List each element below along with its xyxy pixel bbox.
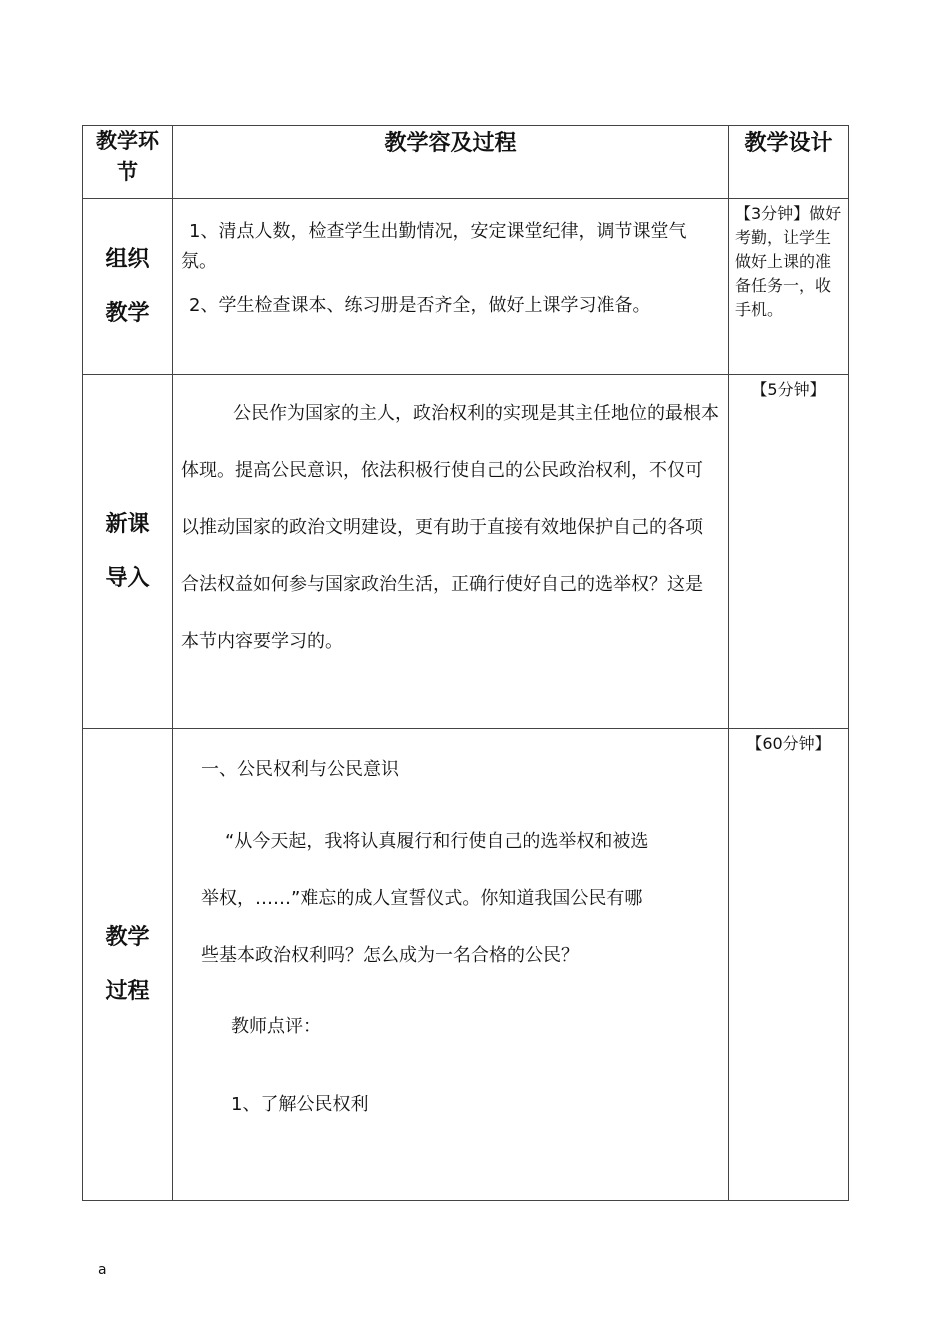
section-heading: 一、公民权利与公民意识 bbox=[201, 759, 399, 780]
quote-line: 举权，……”难忘的成人宣誓仪式。你知道我国公民有哪 bbox=[201, 888, 643, 909]
content-paragraph: 2、学生检查课本、练习册是否齐全，做好上课学习准备。 bbox=[189, 295, 651, 316]
header-stage: 教学环节 bbox=[83, 126, 173, 199]
quote-line: “从今天起，我将认真履行和行使自己的选举权和被选 bbox=[225, 831, 649, 852]
table-row bbox=[83, 199, 849, 375]
content-cell bbox=[173, 729, 729, 1201]
header-content: 教学容及过程 bbox=[173, 126, 729, 199]
footer-text: a bbox=[98, 1262, 107, 1278]
table-row bbox=[83, 729, 849, 1201]
content-cell bbox=[173, 199, 729, 375]
content-paragraph: 1、清点人数，检查学生出勤情况，安定课堂纪律，调节课堂气氛。 bbox=[181, 221, 687, 272]
stage-cell: 新课 导入 bbox=[83, 375, 173, 729]
stage-cell: 教学 过程 bbox=[83, 729, 173, 1201]
stage-cell: 组织 教学 bbox=[83, 199, 173, 375]
table-header-row bbox=[83, 126, 849, 199]
teacher-comment: 教师点评： bbox=[231, 1016, 321, 1037]
lesson-plan-table bbox=[82, 125, 849, 1201]
design-cell: 【60分钟】 bbox=[729, 729, 849, 1201]
design-cell: 【3分钟】做好考勤，让学生做好上课的准备任务一，收手机。 bbox=[729, 199, 849, 375]
design-cell: 【5分钟】 bbox=[729, 375, 849, 729]
list-item: 1、了解公民权利 bbox=[231, 1094, 369, 1115]
header-design: 教学设计 bbox=[729, 126, 849, 199]
content-paragraph: 公民作为国家的主人，政治权利的实现是其主任地位的最根本体现。提高公民意识，依法积极行使自己的公民政治权利，不仅可以推动国家的政治文明建设，更有助于直接有效地保护自己的各项合法权益如何参与国家政治生活，正确行使好自己的选举权？这是本节内容要学习的。 bbox=[181, 403, 719, 652]
table-row bbox=[83, 375, 849, 729]
quote-line: 些基本政治权利吗？怎么成为一名合格的公民？ bbox=[201, 945, 579, 966]
content-cell bbox=[173, 375, 729, 729]
